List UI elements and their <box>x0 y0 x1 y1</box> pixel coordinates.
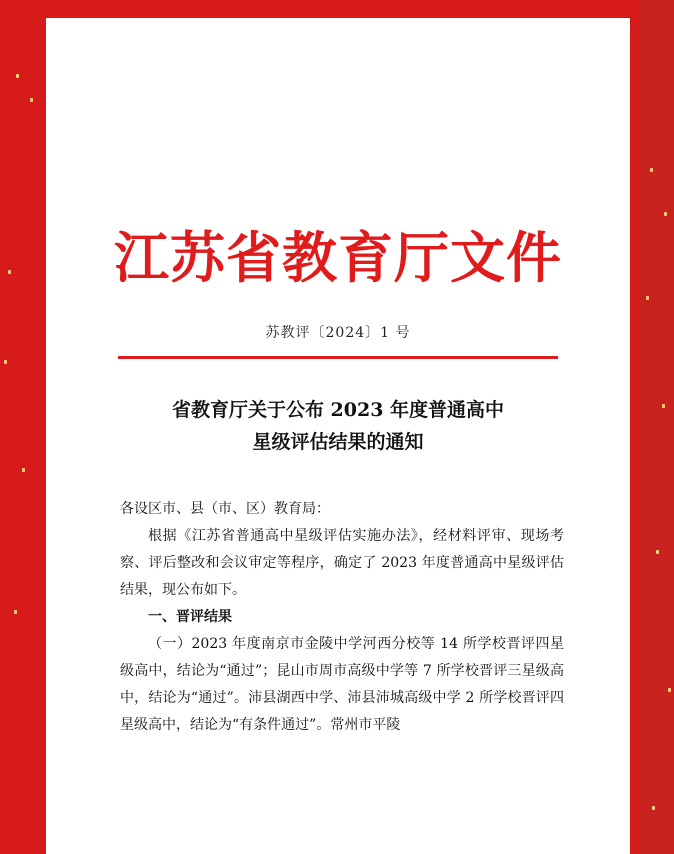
gold-speck <box>652 806 655 810</box>
notice-title-line1: 省教育厅关于公布 2023 年度普通高中 <box>171 399 505 421</box>
gold-speck <box>664 212 667 216</box>
gold-speck <box>30 98 33 102</box>
document-header-title: 江苏省教育厅文件 <box>113 225 562 290</box>
gold-speck <box>662 404 665 408</box>
document-body <box>120 496 564 739</box>
section-heading: 一、晋评结果 <box>148 609 232 625</box>
gold-speck <box>646 296 649 300</box>
salutation: 各设区市、县（市、区）教育局： <box>120 501 330 517</box>
gold-speck <box>14 610 17 614</box>
paragraph: 根据《江苏省普通高中星级评估实施办法》，经材料评审、现场考察、评后整改和会议审定等程序，确定了 2023 年度普通高中星级评估结果，现公布如下。 <box>120 528 564 598</box>
gold-speck <box>668 688 671 692</box>
notice-title <box>46 394 630 458</box>
document-page <box>46 18 630 854</box>
gold-speck <box>16 74 19 78</box>
document-number: 苏教评〔2024〕1 号 <box>265 325 411 341</box>
gold-speck <box>22 468 25 472</box>
gold-speck <box>8 270 11 274</box>
background-right-strip <box>640 0 674 854</box>
header-divider <box>118 356 558 359</box>
gold-speck <box>4 360 7 364</box>
gold-speck <box>656 550 659 554</box>
paragraph: （一）2023 年度南京市金陵中学河西分校等 14 所学校晋评四星级高中，结论为“通过”；昆山市周市高级中学等 7 所学校晋评三星级高中，结论为“通过”。沛县湖西中学、沛县沛城高级中学 2 所学校晋评四星级高中，结论为“有条件通过”。常州市平陵 <box>120 636 564 733</box>
gold-speck <box>650 168 653 172</box>
notice-title-line2: 星级评估结果的通知 <box>252 431 424 453</box>
